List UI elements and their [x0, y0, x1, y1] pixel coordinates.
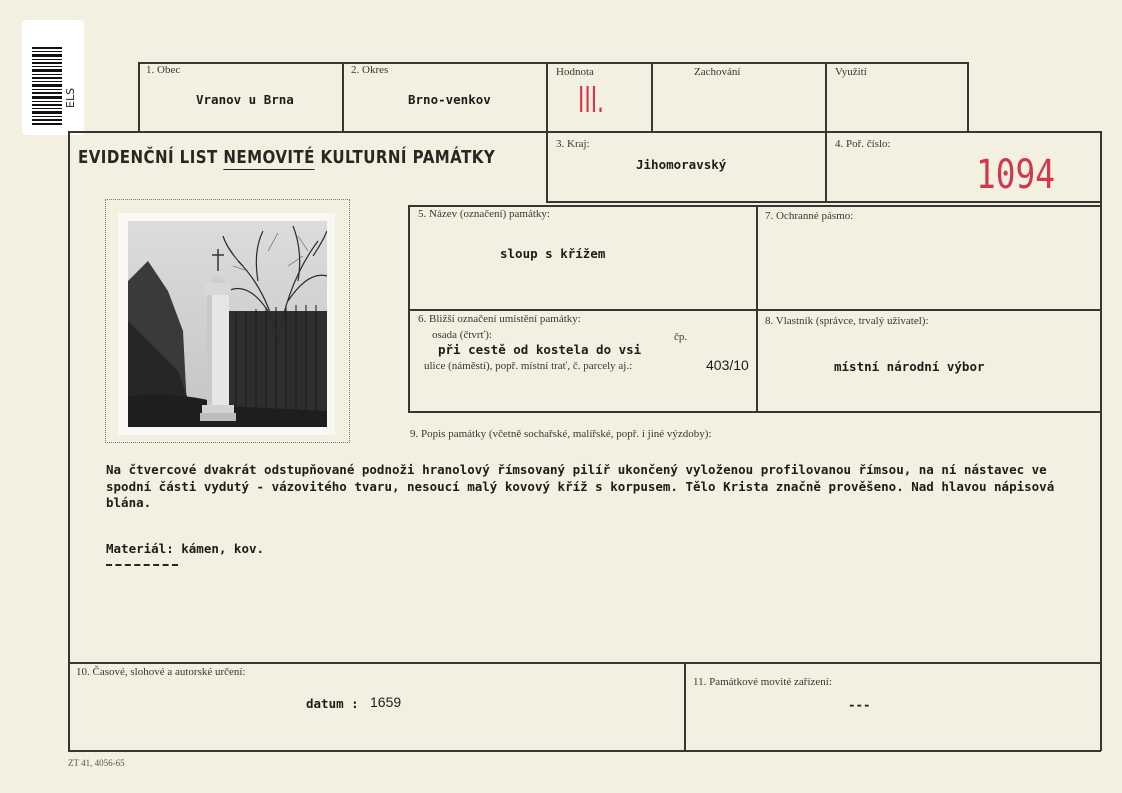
parcela-value: 403/10 — [706, 357, 749, 373]
nazev-value: sloup s křížem — [500, 246, 606, 261]
obec-label: 1. Obec — [146, 64, 181, 76]
obec-value: Vranov u Brna — [196, 92, 294, 107]
divider — [408, 309, 1101, 311]
divider — [546, 201, 1101, 203]
vlastnik-value: místní národní výbor — [834, 359, 985, 374]
top-row-border-bottom — [68, 131, 1101, 133]
osada-label: osada (čtvrť): — [432, 329, 492, 341]
title-part: KULTURNÍ PAMÁTKY — [314, 148, 496, 168]
zachovani-label: Zachování — [694, 66, 741, 78]
divider — [68, 662, 1101, 664]
divider — [825, 62, 827, 202]
ochranne-pasmo-label: 7. Ochranné pásmo: — [765, 210, 854, 222]
kraj-value: Jihomoravský — [636, 157, 727, 172]
material-value: Materiál: kámen, kov. — [106, 541, 265, 556]
divider — [408, 411, 1101, 413]
frame-right — [1100, 131, 1102, 751]
monument-photo — [128, 221, 327, 427]
footer-code: ZT 41, 4056-65 — [68, 758, 125, 768]
movite-label: 11. Památkové movité zařízení: — [693, 676, 832, 688]
ulice-label: ulice (náměstí), popř. místní trať, č. parcely aj.: — [424, 360, 633, 372]
frame-bottom — [68, 750, 1101, 752]
divider — [342, 62, 344, 132]
vlastnik-label: 8. Vlastník (správce, trvalý uživatel): — [765, 315, 929, 327]
divider — [408, 205, 1101, 207]
popis-value: Na čtvercové dvakrát odstupňované podnoži hranolový římsovaný pilíř ukončený vyloženou profilovanou římsou, na ní nástavec ve spodní části vydutý - vázovitého tvaru, nesoucí malý kovový kříž s korpusem. Tělo Krista značně prověšeno. Nad hlavou nápisová blána. — [106, 462, 1055, 510]
por-cislo-value: 1094 — [976, 152, 1055, 198]
hodnota-label: Hodnota — [556, 66, 594, 78]
title-part: EVIDENČNÍ LIST — [78, 148, 224, 168]
umisteni-label: 6. Bližší označení umístění památky: — [418, 313, 581, 325]
divider — [546, 62, 548, 202]
popis-label: 9. Popis památky (včetně sochařské, malířské, popř. i jiné výzdoby): — [410, 428, 712, 440]
movite-value: --- — [848, 697, 871, 712]
por-cislo-label: 4. Poř. číslo: — [835, 138, 891, 150]
datum-value: 1659 — [370, 694, 402, 710]
material-underline — [106, 564, 178, 566]
divider — [651, 62, 653, 132]
vyuziti-label: Využití — [835, 66, 867, 78]
divider — [138, 62, 140, 132]
divider — [684, 662, 686, 751]
nazev-label: 5. Název (označení) památky: — [418, 208, 550, 220]
hodnota-value: III. — [578, 80, 604, 121]
divider — [967, 62, 969, 132]
barcode-label — [22, 20, 84, 135]
top-row-border-top — [138, 62, 968, 64]
kraj-label: 3. Kraj: — [556, 138, 590, 150]
form-title — [78, 148, 495, 168]
frame-left — [68, 131, 70, 751]
title-underlined: NEMOVITÉ — [223, 148, 315, 168]
okres-label: 2. Okres — [351, 64, 389, 76]
okres-value: Brno-venkov — [408, 92, 491, 107]
osada-value: při cestě od kostela do vsi — [438, 342, 642, 357]
datum-label: datum : — [306, 696, 359, 711]
casove-label: 10. Časové, slohové a autorské určení: — [76, 666, 246, 678]
barcode-text: ELS — [64, 87, 77, 108]
cp-label: čp. — [674, 331, 688, 343]
barcode-icon — [32, 47, 62, 125]
